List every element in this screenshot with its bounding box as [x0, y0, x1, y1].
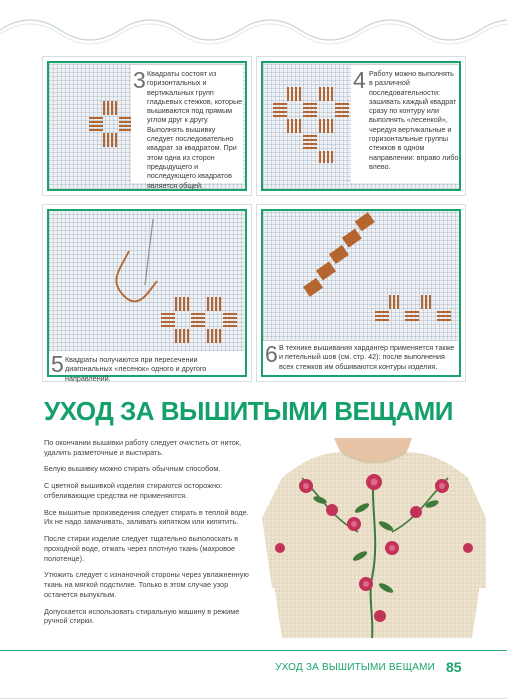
step-4-panel	[256, 56, 466, 196]
step-6-image	[263, 211, 459, 341]
step-3-panel	[42, 56, 252, 196]
paragraph: Допускается использовать стиральную машину в режиме ручной стирки.	[44, 606, 240, 626]
paragraph: Все вышитые произведения следует стирать в теплой воде. Их не надо замачивать, заливать кипятком или кипятить.	[44, 507, 249, 527]
page-number: 85	[446, 659, 462, 675]
section-title: УХОД ЗА ВЫШИТЫМИ ВЕЩАМИ	[44, 396, 453, 426]
paragraph: По окончании вышивки работу следует очистить от ниток, удалить разметочные и выстирать.	[44, 438, 242, 457]
step-6-number: 6	[265, 341, 278, 367]
step-5-text: Квадраты получаются при пересечении диагональных «лесенок» одного и другого направлений.	[65, 355, 207, 383]
step-5-image	[49, 211, 245, 351]
paragraph: Утюжить следует с изнаночной стороны через увлажненную ткань на мягкой подстилке. Только в этом случае узор останется выпуклым.	[44, 570, 249, 599]
paragraph: Белую вышивку можно стирать обычным способом.	[44, 464, 221, 474]
step-5-panel	[42, 204, 252, 382]
footer-divider	[0, 650, 507, 651]
step-3-number: 3	[133, 67, 146, 93]
step-4-text: Работу можно выполнять в различной последовательности: зашивать каждый квадрат сразу по контуру или выполнять «лесенкой», чередуя вертикальные и горизонтальные группы стежков в одном направлении: вправо либо влево.	[369, 69, 459, 171]
step-6-panel	[256, 204, 466, 382]
step-4-number: 4	[353, 67, 366, 93]
embroidered-sweater-photo	[262, 438, 486, 638]
decorative-wave	[0, 0, 507, 60]
step-5-number: 5	[51, 351, 64, 377]
footer-bottom-divider	[0, 698, 507, 699]
paragraph: После стирки изделие следует тщательно выполоскать в проходной воде, отжать через плотную ткань (махровое полотенце).	[44, 534, 239, 563]
paragraph: С цветной вышивкой изделия стираются осторожно: отбеливающие средства не применяются.	[44, 481, 223, 500]
care-instructions	[44, 438, 256, 633]
step-3-text: Квадраты состоят из горизонтальных и вертикальных групп гладьевых стежков, которые вышиваются под прямым углом друг к другу. Выполнять вышивку следует последовательно квадрат за квадратом. При этом одна из сторон предыдущего и последующего квадратов является общей.	[147, 69, 243, 190]
step-6-text: В технике вышивания хардангер применяется также и петельный шов (см. стр. 42): после выполнения всех стежков им обшиваются контуры изделия.	[279, 343, 455, 371]
footer-section-title: УХОД ЗА ВЫШИТЫМИ ВЕЩАМИ	[275, 662, 435, 673]
